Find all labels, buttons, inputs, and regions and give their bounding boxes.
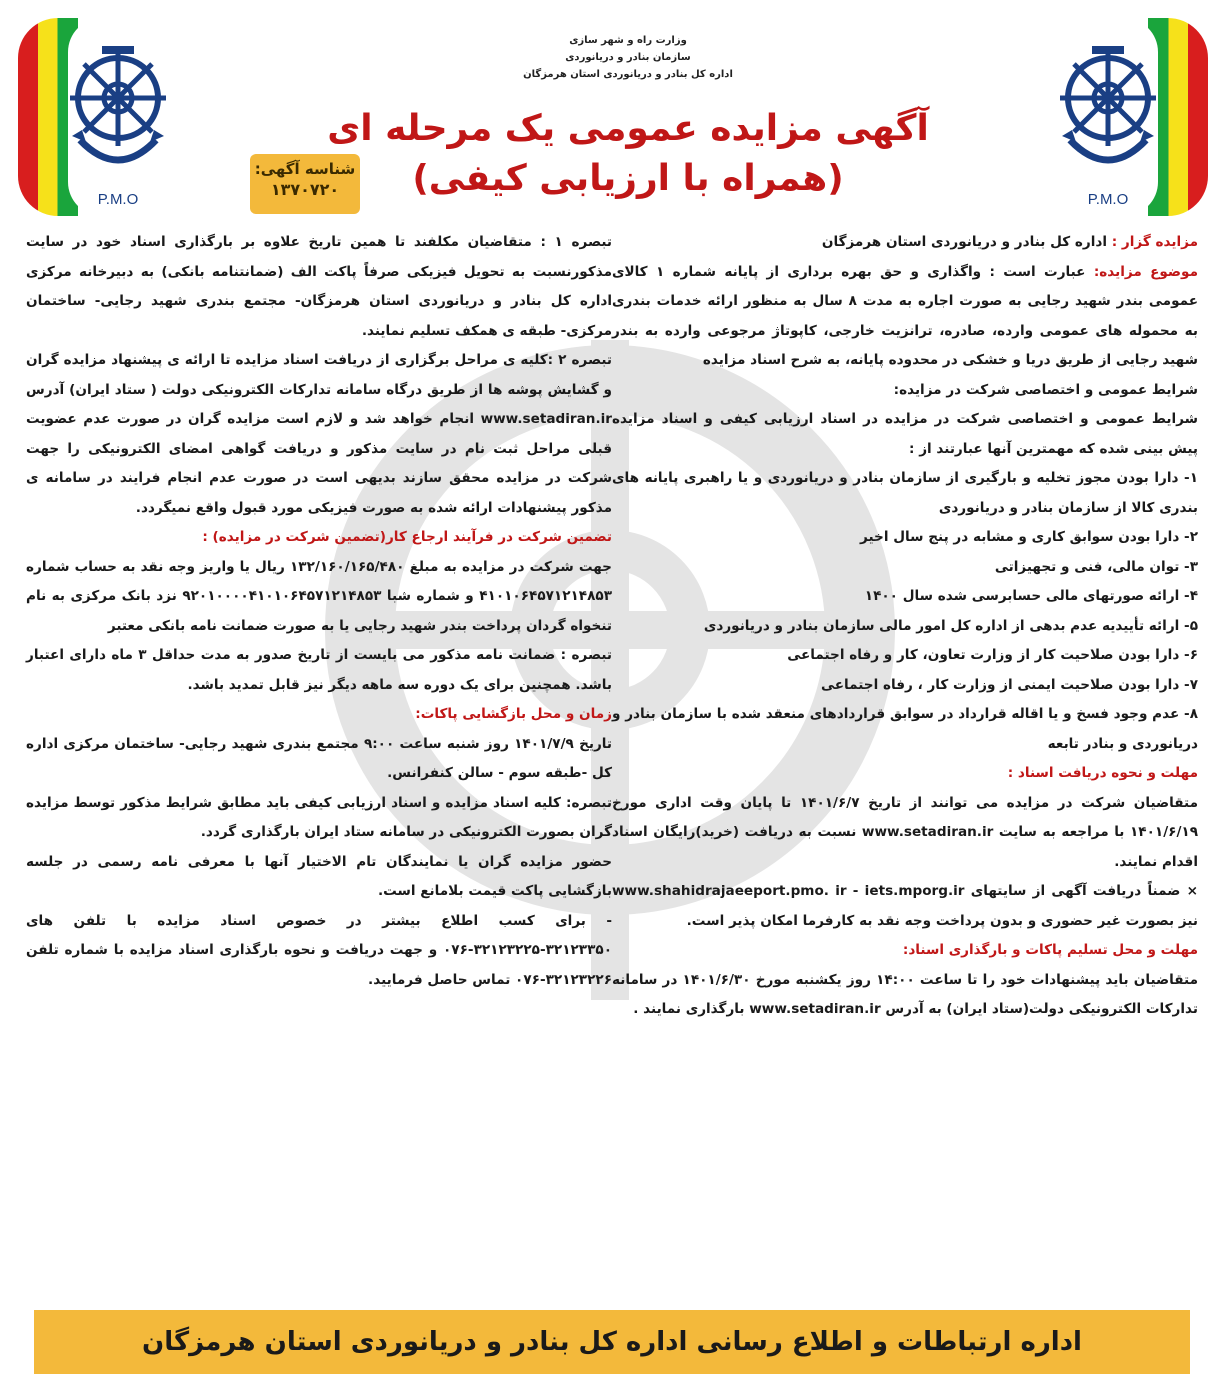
paragraph: تاریخ ۱۴۰۱/۷/۹ روز شنبه ساعت ۹:۰۰ مجتمع بندری شهید رجایی- ساختمان مرکزی اداره کل -طبقه سوم - سالن کنفرانس. xyxy=(26,735,613,781)
list-item: ۸- عدم وجود فسخ و یا اقاله قرارداد در سوابق قراردادهای منعقد شده با سازمان بنادر و دریانوردی و بنادر تابعه xyxy=(612,706,1198,752)
list-item: ۱- دارا بودن مجوز تخلیه و بارگیری از سازمان بنادر و دریانوردی و یا راهبری پایانه های بندری کالا از سازمان بنادر و دریانوردی xyxy=(612,470,1198,516)
paragraph: شرایط عمومی و اختصاصی شرکت در مزایده در اسناد ارزیابی کیفی و اسناد مزایده پیش بینی شده که مهمترین آنها عبارتند از : xyxy=(612,411,1198,457)
list-item: ۷- دارا بودن صلاحیت ایمنی از وزارت کار ، رفاه اجتماعی xyxy=(820,676,1198,693)
list-item: ۳- توان مالی، فنی و تجهیزاتی xyxy=(994,558,1198,575)
section-heading: موضوع مزایده: xyxy=(1093,263,1198,280)
paragraph-text: عبارت است : واگذاری و حق بهره برداری از پایانه شماره ۱ کالای عمومی بندر شهید رجایی به صورت اجاره به مدت ۸ سال به منظور ارائه خدمات بندری به محموله های عمومی وارده، صادره، ترانزیت خارجی، کاپوتاژ مرجوعی وارده به بندر شهید رجایی از طریق دریا و خشکی در محدوده پایانه، به شرح اسناد مزایده xyxy=(612,263,1198,368)
anchor-wheel-logo-icon xyxy=(1048,40,1168,190)
ministry-line: سازمان بنادر و دریانوردی xyxy=(565,52,691,63)
paragraph: شرایط عمومی و اختصاصی شرکت در مزایده: xyxy=(893,381,1198,398)
footer-banner: اداره ارتباطات و اطلاع رسانی اداره کل بنادر و دریانوردی استان هرمزگان xyxy=(34,1310,1190,1374)
ministry-line: اداره کل بنادر و دریانوردی استان هرمزگان xyxy=(523,69,733,80)
paragraph: × ضمناً دریافت آگهی از سایتهای www.shahidrajaeeport.pmo. ir - iets.mporg.ir نیز بصورت غیر حضوری و بدون پرداخت وجه نقد به کارفرما امکان پذیر است. xyxy=(612,883,1198,929)
page-subtitle: (همراه با ارزیابی کیفی) xyxy=(412,158,844,199)
paragraph: متقاضیان شرکت در مزایده می توانند از تاریخ ۱۴۰۱/۶/۷ تا پایان وقت اداری مورخ ۱۴۰۱/۶/۱۹ با مراجعه به سایت www.setadiran.ir نسبت به دریافت (خرید)رایگان اسناد اقدام نمایند. xyxy=(612,794,1199,870)
pmo-logo-right xyxy=(1048,40,1168,210)
header-banner xyxy=(18,18,1208,216)
paragraph: متقاضیان باید پیشنهادات خود را تا ساعت ۱۴:۰۰ روز یکشنبه مورخ ۱۴۰۱/۶/۳۰ در سامانه تدارکات الکترونیکی دولت(ستاد ایران) به آدرس www.setadiran.ir بارگذاری نمایند . xyxy=(612,971,1198,1017)
paragraph: تبصره: کلیه اسناد مزایده و اسناد ارزیابی کیفی باید مطابق شرایط مذکور توسط مزایده گران بصورت الکترونیکی در سامانه ستاد ایران بارگذاری گردد. xyxy=(26,794,612,840)
left-column xyxy=(26,228,612,995)
page-title: آگهی مزایده عمومی یک مرحله ای xyxy=(327,108,929,149)
ad-id-label: شناسه آگهی: xyxy=(254,160,356,178)
list-item: ۵- ارائه تأییدیه عدم بدهی از اداره کل امور مالی سازمان بنادر و دریانوردی xyxy=(703,617,1198,634)
paragraph-text: اداره کل بنادر و دریانوردی استان هرمزگان xyxy=(821,234,1112,250)
ministry-lines xyxy=(478,32,778,83)
paragraph: تبصره ۱ : متقاضیان مکلفند تا همین تاریخ علاوه بر بارگذاری اسناد خود در سایت مذکورنسبت به تحویل فیزیکی صرفاً پاکت الف (ضمانتنامه بانکی) به دبیرخانه مرکزی اداره کل بنادر و دریانوردی استان هرمزگان- مجتمع بندری شهید رجایی- ساختمان مرکزی- طبقه ی همکف تسلیم نمایند. xyxy=(26,234,613,339)
list-item: ۶- دارا بودن صلاحیت کار از وزارت تعاون، کار و رفاه اجتماعی xyxy=(787,647,1198,663)
list-item: ۴- ارائه صورتهای مالی حسابرسی شده سال ۱۴۰۰ xyxy=(864,588,1198,604)
logo-caption: P.M.O xyxy=(97,191,139,208)
pmo-logo-left xyxy=(58,40,178,210)
section-heading: مهلت و محل تسلیم پاکات و بارگذاری اسناد: xyxy=(902,942,1198,958)
paragraph: جهت شرکت در مزایده به مبلغ ۱۳۲/۱۶۰/۱۶۵/۴۸۰ ریال یا واریز وجه نقد به حساب شماره ۴۱۰۱۰۶۴۵۷۱۲۱۴۸۵۳ و شماره شبا ۹۲۰۱۰۰۰۰۴۱۰۱۰۶۴۵۷۱۲۱۴۸۵۳ نزد بانک مرکزی به نام تنخواه گردان پرداخت بندر شهید رجایی یا به صورت ضمانت نامه بانکی معتبر xyxy=(26,558,612,634)
right-column xyxy=(612,228,1198,1025)
section-heading: تضمین شرکت در فرآیند ارجاع کار(تضمین شرکت در مزایده) : xyxy=(202,529,612,545)
ad-id-value: ۱۳۷۰۷۲۰ xyxy=(270,180,340,199)
list-item: ۲- دارا بودن سوابق کاری و مشابه در پنج سال اخیر xyxy=(860,529,1198,545)
section-heading: مزایده گزار : xyxy=(1111,234,1198,250)
ad-id-badge xyxy=(250,154,360,214)
paragraph: تبصره : ضمانت نامه مذکور می بایست از تاریخ صدور به مدت حداقل ۳ ماه دارای اعتبار باشد. همچنین برای یک دوره سه ماهه دیگر نیز قابل تمدید باشد. xyxy=(26,647,612,693)
ministry-line: وزارت راه و شهر سازی xyxy=(569,35,687,46)
paragraph: - برای کسب اطلاع بیشتر در خصوص اسناد مزایده با تلفن های ۳۲۱۲۳۳۵۰-۳۲۱۲۳۲۲۵-۰۷۶ و جهت دریافت و نحوه بارگذاری اسناد مزایده با شماره تلفن ۳۲۱۲۳۲۲۶-۰۷۶ تماس حاصل فرمایید. xyxy=(26,912,612,988)
paragraph: تبصره ۲ :کلیه ی مراحل برگزاری از دریافت اسناد مزایده تا ارائه ی پیشنهاد مزایده گران و گشایش پوشه ها از طریق درگاه سامانه تدارکات الکترونیکی دولت ( ستاد ایران) آدرس www.setadiran.ir انجام خواهد شد و لازم است مزایده گران در صورت عدم عضویت قبلی مراحل ثبت نام در سایت مذکور و دریافت گواهی امضای الکترونیکی را جهت شرکت در مزایده محقق سازند بدیهی است در صورت عدم انجام فرایند در سامانه ی مذکور پیشنهادات ارائه شده به صورت فیزیکی مورد قبول واقع نمیگردد. xyxy=(26,352,613,516)
paragraph: حضور مزایده گران یا نمایندگان تام الاختیار آنها با معرفی نامه رسمی در جلسه بازگشایی پاکت قیمت بلامانع است. xyxy=(26,853,612,899)
paragraph xyxy=(612,228,1198,258)
paragraph xyxy=(612,258,1198,376)
logo-caption: P.M.O xyxy=(1087,191,1129,208)
anchor-wheel-logo-icon xyxy=(58,40,178,190)
section-heading: زمان و محل بازگشایی پاکات: xyxy=(415,706,612,722)
section-heading: مهلت و نحوه دریافت اسناد : xyxy=(1007,765,1198,781)
